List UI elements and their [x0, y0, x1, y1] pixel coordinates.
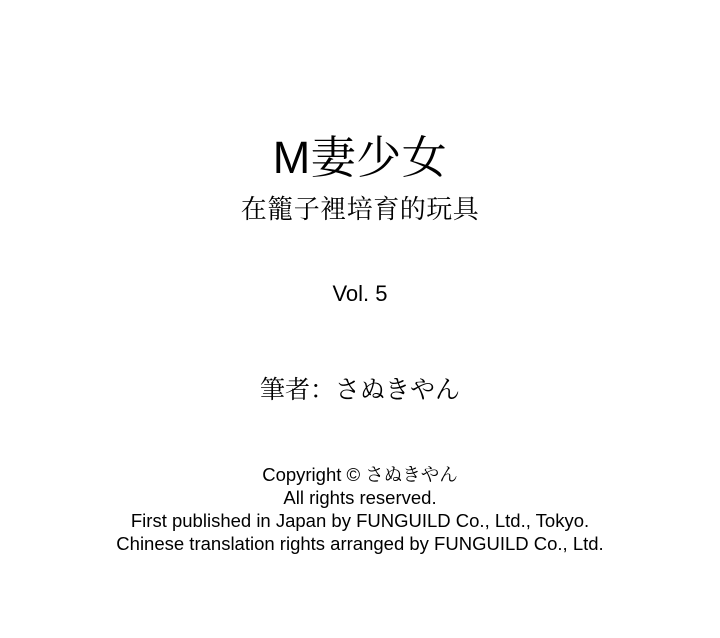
- copyright-line-holder: Copyright © さぬきやん: [262, 464, 458, 485]
- volume-number: Vol. 5: [332, 281, 388, 306]
- copyright-line-rights: All rights reserved.: [283, 487, 437, 508]
- book-subtitle: 在籠子裡培育的玩具: [240, 194, 480, 224]
- copyright-line-translation: Chinese translation rights arranged by FUNGUILD Co., Ltd.: [116, 533, 604, 554]
- copyright-line-publisher: First published in Japan by FUNGUILD Co., Ltd., Tokyo.: [130, 510, 590, 531]
- author-line: 筆者：さぬきやん: [259, 376, 460, 404]
- copyright-block: [0, 463, 720, 555]
- book-title: M妻少女: [272, 132, 448, 183]
